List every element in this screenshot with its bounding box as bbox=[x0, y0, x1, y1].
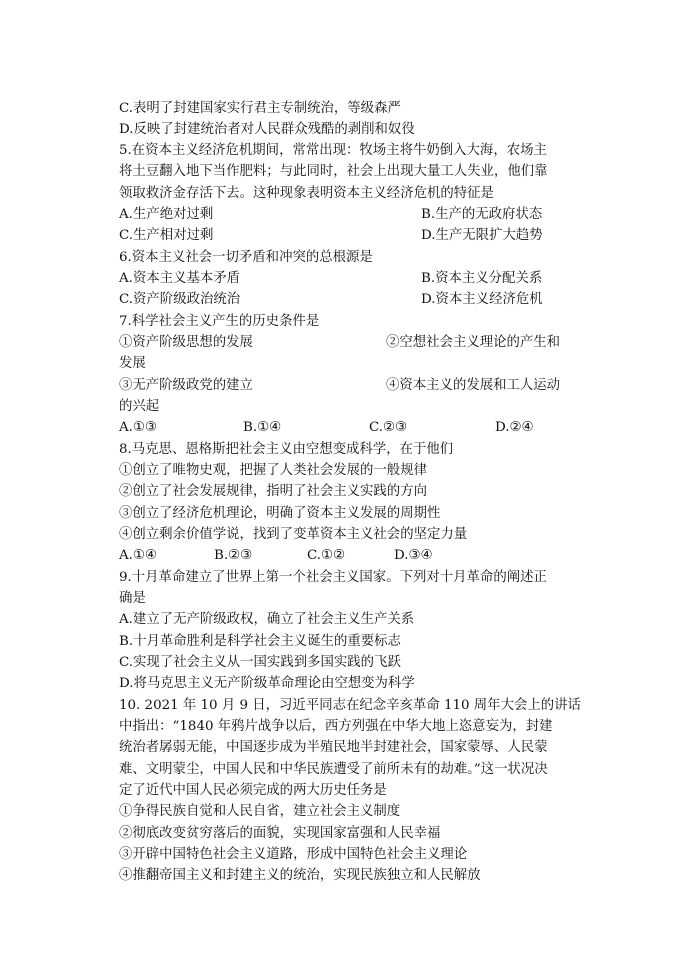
q9-option-d: D.将马克思主义无产阶级革命理论由空想变为科学 bbox=[119, 676, 415, 691]
q7-item-4: ④资本主义的发展和工人运动 bbox=[386, 378, 561, 393]
q10-item-2: ②彻底改变贫穷落后的面貌，实现国家富强和人民幸福 bbox=[119, 826, 441, 841]
q7-options bbox=[119, 418, 579, 438]
q5-option-a: A.生产绝对过剩 bbox=[119, 207, 214, 222]
q9-option-a: A.建立了无产阶级政权，确立了社会主义生产关系 bbox=[119, 612, 415, 627]
q6-option-d: D.资本主义经济危机 bbox=[421, 292, 543, 307]
q8-item-1: ①创立了唯物史观，把握了人类社会发展的一般规律 bbox=[119, 463, 427, 478]
q9-stem-line-1: 9.十月革命建立了世界上第一个社会主义国家。下列对十月革命的阐述正 bbox=[119, 570, 547, 585]
q9-option-b: B.十月革命胜利是科学社会主义诞生的重要标志 bbox=[119, 634, 401, 649]
q8-option-d: D.③④ bbox=[394, 548, 433, 563]
q5-stem-line-2: 将土豆翻入地下当作肥料；与此同时，社会上出现大量工人失业，他们靠 bbox=[119, 164, 548, 179]
q7-item-3: ③无产阶级政党的建立 bbox=[119, 378, 253, 393]
q8-option-b: B.②③ bbox=[214, 548, 253, 563]
q7-option-a: A.①③ bbox=[119, 420, 157, 435]
q7-item-2: ②空想社会主义理论的产生和 bbox=[386, 335, 561, 350]
q5-stem-line-1: 5.在资本主义经济危机期间，常常出现：牧场主将牛奶倒入大海，农场主 bbox=[119, 143, 547, 158]
q6-option-c: C.资产阶级政治统治 bbox=[119, 292, 241, 307]
q5-option-d: D.生产无限扩大趋势 bbox=[421, 228, 543, 243]
q6-options-row-2 bbox=[119, 290, 579, 310]
q10-stem-line-4: 难、文明蒙尘，中国人民和中华民族遭受了前所未有的劫难。”这一状况决 bbox=[119, 762, 548, 777]
q7-item-4-cont: 的兴起 bbox=[119, 399, 160, 414]
q9-option-c: C.实现了社会主义从一国实践到多国实践的飞跃 bbox=[119, 655, 401, 670]
q7-option-c: C.②③ bbox=[369, 420, 408, 435]
q8-item-2: ②创立了社会发展规律，指明了社会主义实践的方向 bbox=[119, 484, 427, 499]
q6-option-a: A.资本主义基本矛盾 bbox=[119, 271, 241, 286]
q10-stem-line-2: 中指出：“1840 年鸦片战争以后，西方列强在中华大地上恣意妄为，封建 bbox=[119, 719, 553, 734]
q9-stem-line-2: 确是 bbox=[119, 591, 146, 606]
q8-option-c: C.①② bbox=[307, 548, 346, 563]
q4-option-c: C.表明了封建国家实行君主专制统治，等级森严 bbox=[119, 101, 401, 116]
q10-stem-line-1: 10. 2021 年 10 月 9 日，习近平同志在纪念辛亥革命 110 周年大会上的讲话 bbox=[119, 698, 581, 713]
q8-stem: 8.马克思、恩格斯把社会主义由空想变成科学，在于他们 bbox=[119, 442, 454, 457]
q5-options-row-1 bbox=[119, 205, 579, 225]
q10-stem-line-5: 定了近代中国人民必须完成的两大历史任务是 bbox=[119, 783, 387, 798]
q7-option-d: D.②④ bbox=[495, 420, 534, 435]
q8-option-a: A.①④ bbox=[119, 548, 157, 563]
q8-options bbox=[119, 546, 579, 566]
q5-stem-line-3: 领取救济金存活下去。这种现象表明资本主义经济危机的特征是 bbox=[119, 186, 494, 201]
q10-item-4: ④推翻帝国主义和封建主义的统治，实现民族独立和人民解放 bbox=[119, 868, 481, 883]
q5-option-c: C.生产相对过剩 bbox=[119, 228, 214, 243]
q6-option-b: B.资本主义分配关系 bbox=[421, 271, 543, 286]
q7-option-b: B.①④ bbox=[243, 420, 282, 435]
q4-option-d: D.反映了封建统治者对人民群众残酷的剥削和奴役 bbox=[119, 122, 415, 137]
q7-items-row-2 bbox=[119, 376, 579, 396]
q7-items-row-1 bbox=[119, 333, 579, 353]
q5-options-row-2 bbox=[119, 226, 579, 246]
q7-stem: 7.科学社会主义产生的历史条件是 bbox=[119, 314, 320, 329]
q8-item-3: ③创立了经济危机理论，明确了资本主义发展的周期性 bbox=[119, 506, 441, 521]
q5-option-b: B.生产的无政府状态 bbox=[421, 207, 543, 222]
q10-stem-line-3: 统治者孱弱无能，中国逐步成为半殖民地半封建社会，国家蒙辱、人民蒙 bbox=[119, 740, 548, 755]
q6-stem: 6.资本主义社会一切矛盾和冲突的总根源是 bbox=[119, 250, 373, 265]
q10-item-1: ①争得民族自觉和人民自省，建立社会主义制度 bbox=[119, 804, 401, 819]
q7-item-1: ①资产阶级思想的发展 bbox=[119, 335, 253, 350]
q10-item-3: ③开辟中国特色社会主义道路，形成中国特色社会主义理论 bbox=[119, 847, 468, 862]
q7-item-2-cont: 发展 bbox=[119, 356, 146, 371]
q6-options-row-1 bbox=[119, 269, 579, 289]
q8-item-4: ④创立剩余价值学说，找到了变革资本主义社会的坚定力量 bbox=[119, 527, 468, 542]
